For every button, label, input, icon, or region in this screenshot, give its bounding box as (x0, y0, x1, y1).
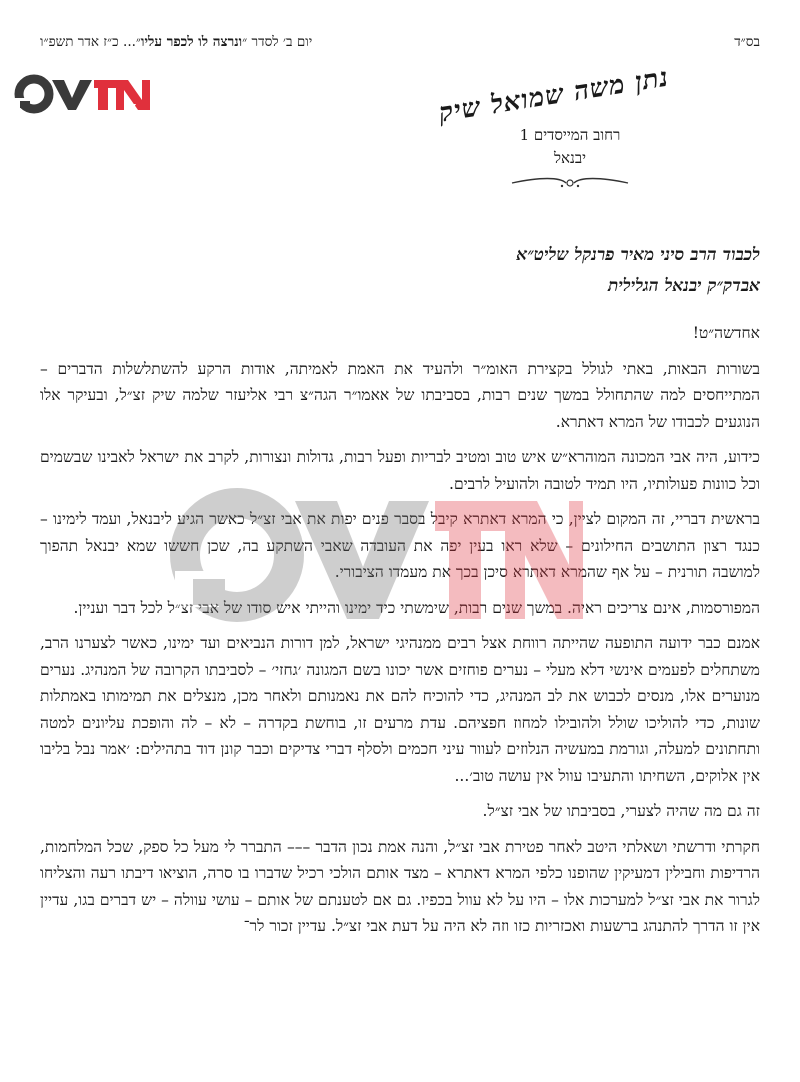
paragraph: אמנם כבר ידועה התופעה שהייתה רווחת אצל רבים ממנהיגי ישראל, למן דורות הנביאים ועד ימינו, כאשר לצערנו הרב, משתחלים לפעמים אינשי דלא מעלי – נערים פוחזים אשר יכונו בשם המגונה ׳גחזי׳ – לסביבתו הקרובה של המנהיג. נערים מנוערים אלו, מנסים לכבוש את לב המנהיג, כדי להוכיח להם את נאמנותם ולאחר מכן, מנצלים את תמימותו באמתלות שונות, כדי להוליכו שולל ולהובילו למחוז חפציהם. עדת מרעים זו, בוחשת בקדרה – לא – לה והופכת עליונים למטה ותחתונים למעלה, וגורמת במעשיה הנלוזים לעוור עיני חכמים ולסלף דברי צדיקים וכבר קונן דוד בתהילים: ׳אמר נבל בליבו אין אלוקים, השחיתו והתעיבו עוול אין עושה טוב׳... (40, 634, 760, 785)
paragraph: כידוע, היה אבי המכונה המוהרא״ש איש טוב ומטיב לבריות ופעל רבות, גדולות ונצורות, לקרב את ישראל לאבינו שבשמים וכל כוונות פעולותיו, היו תמיד לטובה ולהועיל לרבים. (40, 448, 760, 493)
paragraph: בראשית דבריי, זה המקום לציין, כי המרא דאתרא קיבל בסבר פנים יפות את אבי זצ״ל כאשר הגיע ליבנאל, ועמד לימינו – כנגד רצון התושבים החילונים – שלא ראו בעין יפה את העובדה שאבי השתקע בה, שכן חששו שמא יבנאל תהפוך למושבה תורנית – על אף שהמרא דאתרא סיכן בכך את מעמדו הציבורי. (40, 510, 760, 581)
logo-icon (12, 68, 152, 120)
bsd-header: בס״ד (734, 34, 760, 50)
paragraph: בשורות הבאות, באתי לגולל בקצירת האומ״ר ולהעיד את האמת לאמיתה, אודות הרקע להשתלשלות הדברים – המתייחסים למה שהתחולל במשך שנים רבות, בסביבתו של אאמו״ר הגה״צ רבי אליעזר שלמה שיק זצ״ל, ובעיקר אלו הנוגעים לכבודו של המרא דאתרא. (40, 359, 760, 431)
letter-body (40, 320, 760, 949)
recipient-line: לכבוד הרב סיני מאיר פרנקל שליט״א (516, 245, 760, 265)
greeting: אחדשה״ט! (692, 324, 760, 342)
recipient-block (40, 240, 760, 302)
flourish-ornament-icon (510, 174, 630, 192)
recipient-line: אבדק״ק יבנאל הגלילית (607, 276, 760, 296)
letterhead-address-city: יבנאל (553, 149, 587, 167)
letterhead (436, 62, 672, 190)
letterhead-name: נתן משה שמואל שיק (436, 62, 672, 129)
paragraph: זה גם מה שהיה לצערי, בסביבתו של אבי זצ״ל. (482, 802, 760, 820)
paragraph: המפורסמות, אינם צריכים ראיה. במשך שנים רבות, שימשתי כיד ימינו והייתי איש סודו של אבי זצ״ל לכל דבר ועניין. (73, 598, 760, 617)
date-line (40, 34, 312, 50)
paragraph: חקרתי ודרשתי ושאלתי היטב לאחר פטירת אבי זצ״ל, והנה אמת נכון הדבר ––– התברר לי מעל כל ספק, שכל המלחמות, הרדיפות וחבילין דמעיקין שהופנו כלפי המרא דאתרא – מצד אותם הולכי רכיל שדברו בו סרה, הוציאו דיבתו רעה והצליחו לגרור את אבי זצ״ל למערכות אלו – היו על לא עוול בכפיו. גם אם לטענתם של אותם – עושי עוולה – יש דברים בגו, עדיין אין זו הדרך להתנהג ברשעות ואכזריות כזו וזה לא היה על דעת אבי זצ״ל. עדיין זכור לר־ (40, 837, 760, 935)
date-line-bold: ונרצה לו לכפר עליו (141, 34, 243, 50)
letterhead-address-street: רחוב המייסדים 1 (519, 126, 621, 144)
date-line-suffix: ״... כ״ז אדר תשפ״ו (40, 34, 142, 50)
date-line-prefix: יום ב׳ לסדר ״ (242, 34, 313, 50)
